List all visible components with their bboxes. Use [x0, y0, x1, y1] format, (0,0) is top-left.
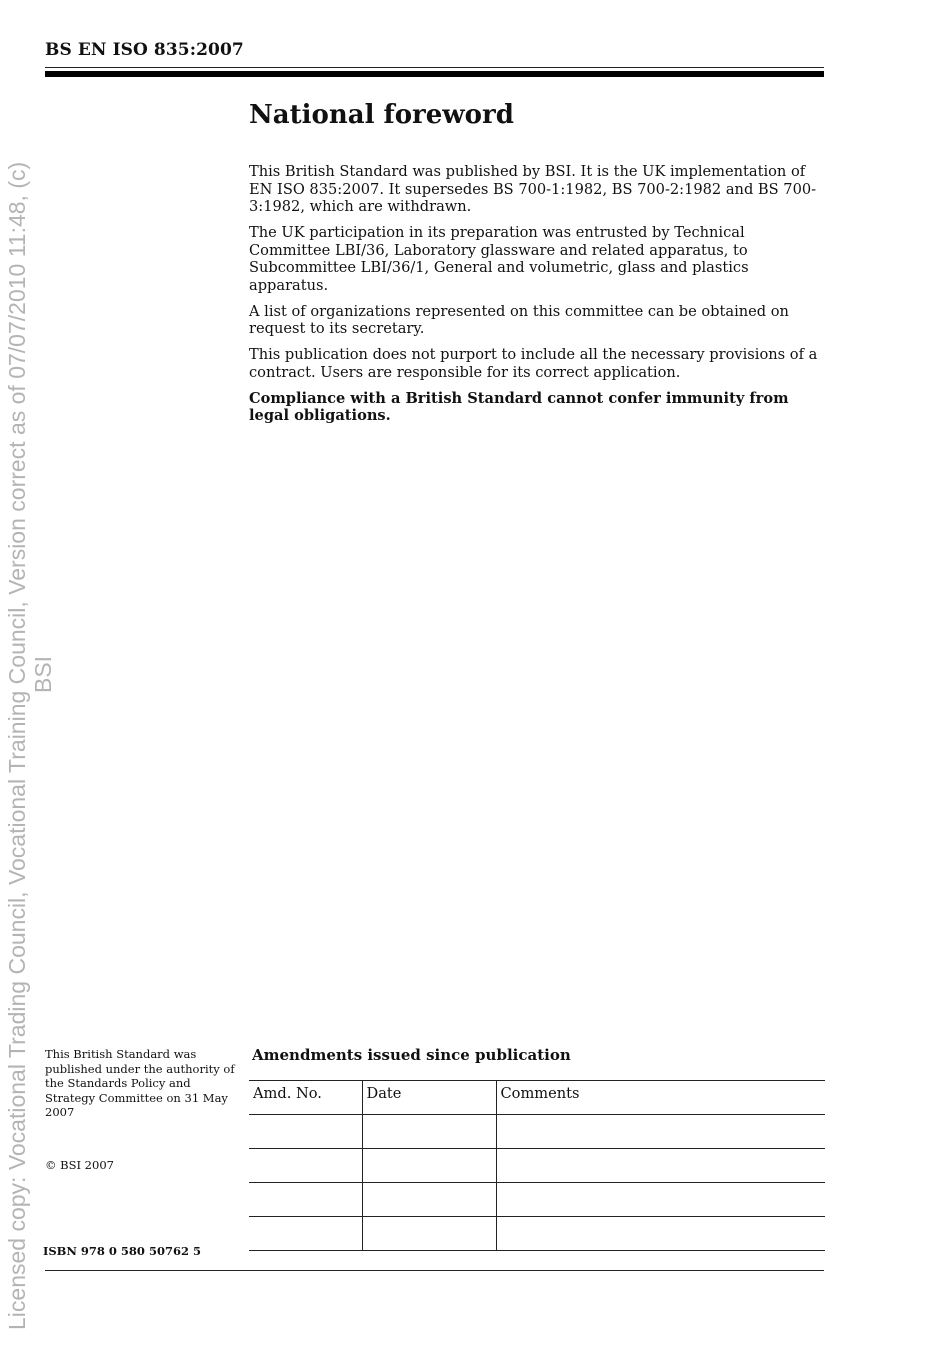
table-row	[249, 1115, 825, 1149]
standard-code: BS EN ISO 835:2007	[45, 40, 244, 60]
table-cell	[496, 1115, 825, 1149]
footer-rule	[45, 1270, 824, 1271]
authority-note: This British Standard was published under the authority of the Standards Policy and Strategy Committee on 31 May 2007	[45, 1047, 235, 1119]
table-row	[249, 1183, 825, 1217]
foreword-body	[249, 163, 829, 433]
page-title: National foreword	[249, 100, 514, 130]
table-cell	[249, 1183, 362, 1217]
license-watermark	[0, 0, 60, 1345]
foreword-paragraph: This British Standard was published by BSI. It is the UK implementation of EN ISO 835:2007. It supersedes BS 700-1:1982, BS 700-2:1982 and BS 700-3:1982, which are withdrawn.	[249, 163, 817, 215]
table-row	[249, 1217, 825, 1251]
table-cell	[249, 1217, 362, 1251]
header-rule-thick	[45, 71, 824, 77]
header-rule-thin	[45, 67, 824, 68]
amendments-heading: Amendments issued since publication	[252, 1046, 571, 1064]
foreword-paragraph: The UK participation in its preparation was entrusted by Technical Committee LBI/36, Laboratory glassware and related apparatus, to Subcommittee LBI/36/1, General and volumetric, glass and plastics apparatus.	[249, 224, 749, 294]
table-cell	[362, 1183, 496, 1217]
compliance-statement: Compliance with a British Standard cannot confer immunity from legal obligations.	[249, 389, 789, 424]
amendments-table	[249, 1080, 825, 1251]
table-cell	[496, 1217, 825, 1251]
column-header-date: Date	[362, 1081, 496, 1115]
table-cell	[249, 1149, 362, 1183]
table-cell	[362, 1115, 496, 1149]
foreword-paragraph: This publication does not purport to include all the necessary provisions of a contract. Users are responsible for its correct application.	[249, 346, 818, 381]
table-cell	[362, 1149, 496, 1183]
table-cell	[362, 1217, 496, 1251]
table-row	[249, 1149, 825, 1183]
watermark-line-2: BSI	[30, 655, 56, 693]
table-header-row	[249, 1081, 825, 1115]
copyright-notice: © BSI 2007	[45, 1158, 114, 1172]
isbn: ISBN 978 0 580 50762 5	[43, 1244, 201, 1258]
column-header-comments: Comments	[496, 1081, 825, 1115]
column-header-amd-no: Amd. No.	[249, 1081, 362, 1115]
table-cell	[496, 1183, 825, 1217]
foreword-paragraph: A list of organizations represented on this committee can be obtained on request to its secretary.	[249, 302, 789, 337]
table-cell	[249, 1115, 362, 1149]
table-cell	[496, 1149, 825, 1183]
watermark-line-1: Licensed copy: Vocational Trading Council, Vocational Training Council, Version correct as of 07/07/2010 11:48, (c)	[4, 161, 30, 1330]
